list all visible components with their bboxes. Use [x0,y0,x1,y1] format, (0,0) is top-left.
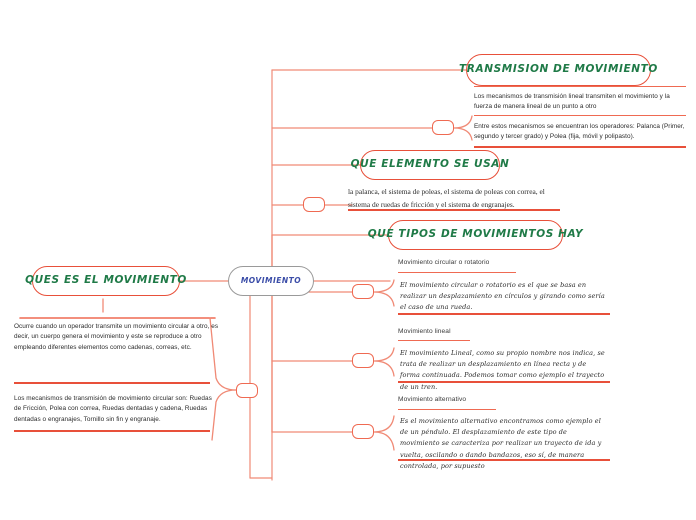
note-left-2-rule [14,430,210,432]
heading-movimiento-lineal: Movimiento lineal [398,328,451,335]
knot-movimiento-lineal[interactable] [352,353,374,368]
note-transmision-2 [474,122,688,143]
node-que-es-el-movimiento[interactable] [25,266,187,296]
center-node-label: MOVIMIENTO [240,275,302,285]
center-node-movimiento[interactable] [228,266,314,296]
note-left-2-text: Los mecanismos de transmisión de movimiento circular son: Ruedas de Fricción, Polea con correa, Ruedas dentadas y cadena, Ruedas dentadas o engranajes, Tornillo sin fin y engranaje. [14,395,212,423]
knot-movimiento-circular[interactable] [352,284,374,299]
note-left-1-text: Ocurre cuando un operador transmite un movimiento circular a otro, es decir, un cuerpo genera el movimiento y este se reproduce a otro empleando diferentes elementos como cadenas, correas, etc. [14,323,219,351]
note-movimiento-circular-text: El movimiento circular o rotatorio es el que se basa en realizar un desplazamiento en círculos y girando como sería el caso de una rueda. [400,281,605,312]
node-que-elemento-se-usan[interactable] [350,150,510,180]
node-que-es-el-movimiento-label: QUES ES EL MOVIMIENTO [25,274,187,287]
knot-elementos[interactable] [303,197,325,212]
node-que-tipos-de-movimientos-hay[interactable] [367,220,584,250]
heading-movimiento-circular: Movimiento circular o rotatorio [398,259,490,266]
note-movimiento-circular-rule [398,313,610,315]
note-left-1-rule [14,382,210,384]
note-left-1 [14,322,219,353]
note-movimiento-alternativo-text: Es el movimiento alternativo encontramos como ejemplo el de un péndulo. El desplazamiento de este tipo de movimiento se caracteriza por realizar un trayecto de ida y vuelta, oscilando o dando bandazos, eso sí, de manera controlada, por supuesto [400,417,602,470]
note-movimiento-lineal-rule [398,381,610,383]
node-que-elemento-label: QUE ELEMENTO SE USAN [350,158,510,171]
note-elementos-1-rule [348,209,560,211]
note-transmision-1-top-rule [474,86,686,87]
heading-movimiento-circular-rule [398,272,516,273]
heading-movimiento-alternativo-rule [398,409,496,410]
note-transmision-1-text: Los mecanismos de transmisión lineal transmiten el movimiento y la fuerza de manera lineal de un punto a otro [474,93,670,111]
note-left-2 [14,394,219,425]
heading-movimiento-alternativo: Movimiento alternativo [398,396,467,403]
note-elementos-1 [348,186,554,211]
note-transmision-2-rule [474,146,686,148]
node-transmision-label: TRANSMISION DE MOVIMIENTO [459,63,658,76]
node-transmision-de-movimiento[interactable] [459,54,658,86]
note-movimiento-alternativo-rule [398,459,610,461]
note-movimiento-lineal-text: El movimiento Lineal, como su propio nombre nos indica, se trata de realizar un desplazamiento en línea recta y de forma continuada. Podemos tomar como ejemplo el trayecto de un tren. [400,349,605,391]
note-elementos-1-text: la palanca, el sistema de poleas, el sistema de poleas con correa, el sistema de ruedas de fricción y el sistema de engranajes. [348,187,545,209]
note-transmision-2-text: Entre estos mecanismos se encuentran los operadores: Palanca (Primer, segundo y tercer grado) y Polea (fija, móvil y polipasto). [474,123,685,141]
knot-movimiento-alternativo[interactable] [352,424,374,439]
note-transmision-1-rule [474,115,686,116]
note-transmision-1 [474,92,688,113]
node-que-tipos-label: QUE TIPOS DE MOVIMIENTOS HAY [367,228,584,241]
knot-left-notes[interactable] [236,383,258,398]
note-movimiento-circular [400,280,605,314]
note-movimiento-alternativo [400,416,605,472]
note-movimiento-lineal [400,348,605,393]
heading-movimiento-lineal-rule [398,340,470,341]
knot-transmision[interactable] [432,120,454,135]
